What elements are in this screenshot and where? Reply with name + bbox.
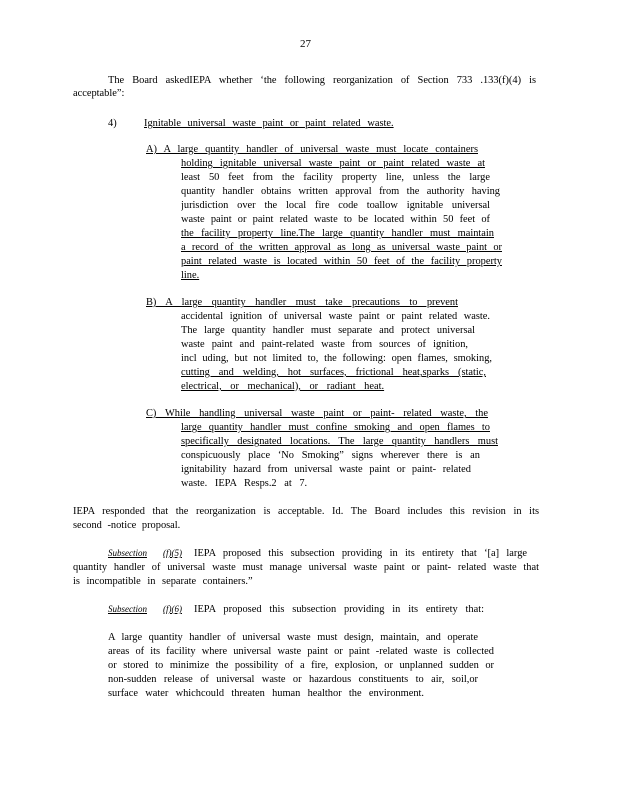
subsection-5-line: is incompatible in separate containers.”	[73, 576, 253, 587]
subsection-5-line: IEPA proposed this subsection providing in its entirety that ‘[a] large	[194, 548, 527, 559]
item-c-line: specifically designated locations. The large quantity handlers must	[181, 436, 498, 447]
item-b-line: accidental ignition of universal waste paint or paint related waste.	[181, 311, 490, 322]
subsection-ref: (f)(5)	[163, 548, 182, 558]
item-b-line: electrical, or mechanical), or radiant heat.	[181, 381, 385, 392]
item-b-line: incl uding, but not limited to, the following: open flames, smoking,	[181, 353, 492, 364]
item-a-line: quantity handler obtains written approval from the authority having	[181, 186, 500, 197]
item-a-line: jurisdiction over the local fire code toallow ignitable universal	[181, 200, 490, 211]
page-number: 27	[300, 38, 311, 50]
item-a-line: line.	[181, 270, 200, 281]
quote-line: A large quantity handler of universal waste must design, maintain, and operate	[108, 632, 478, 643]
item-a-line: paint related waste is located within 50 feet of the facility property	[181, 256, 502, 267]
item-c-line: large quantity handler must confine smoking and open flames to	[181, 422, 490, 433]
response-line: second -notice proposal.	[73, 520, 181, 531]
quote-line: or stored to minimize the possibility of a fire, explosion, or unplanned sudden or	[108, 660, 494, 671]
item-c-line: waste. IEPA Resps.2 at 7.	[181, 478, 308, 489]
quote-line: areas of its facility where universal waste paint or paint -related waste is collected	[108, 646, 494, 657]
subsection-ref: (f)(6)	[163, 604, 182, 614]
section-title: Ignitable universal waste paint or paint related waste.	[144, 118, 394, 129]
section-number: 4)	[108, 118, 117, 129]
item-a-line: holding ignitable universal waste paint or paint related waste at	[181, 158, 485, 169]
item-b-line: cutting and welding, hot surfaces, frictional heat,sparks (static,	[181, 367, 486, 378]
quote-line: non-sudden release of universal waste or hazardous constituents to air, soil,or	[108, 674, 478, 685]
item-b-line: B) A large quantity handler must take precautions to prevent	[146, 297, 458, 308]
subsection-label: Subsection	[108, 604, 147, 614]
response-line: IEPA responded that the reorganization is acceptable. Id. The Board includes this revision in its	[73, 506, 539, 517]
item-a-line: A) A large quantity handler of universal waste must locate containers	[146, 144, 478, 155]
item-c-line: ignitability hazard from universal waste paint or paint- related	[181, 464, 471, 475]
item-b-line: waste paint and paint-related waste from sources of ignition,	[181, 339, 468, 350]
intro-line: The Board askedIEPA whether ‘the following reorganization of Section 733 .133(f)(4) is	[108, 75, 536, 86]
intro-line: acceptable”:	[73, 88, 125, 99]
item-c-line: conspicuously place ‘No Smoking” signs wherever there is an	[181, 450, 480, 461]
item-b-line: The large quantity handler must separate and protect universal	[181, 325, 475, 336]
item-a-line: a record of the written approval as long as universal waste paint or	[181, 242, 502, 253]
item-a-line: waste paint or paint related waste to be located within 50 feet of	[181, 214, 490, 225]
item-c-line: C) While handling universal waste paint or paint- related waste, the	[146, 408, 488, 419]
item-a-line: least 50 feet from the facility property line, unless the large	[181, 172, 490, 183]
quote-line: surface water whichcould threaten human healthor the environment.	[108, 688, 424, 699]
item-a-line: the facility property line.The large quantity handler must maintain	[181, 228, 494, 239]
subsection-6-line: IEPA proposed this subsection providing in its entirety that:	[194, 604, 484, 615]
subsection-label: Subsection	[108, 548, 147, 558]
subsection-5-line: quantity handler of universal waste must manage universal waste paint or paint- related waste that	[73, 562, 539, 573]
